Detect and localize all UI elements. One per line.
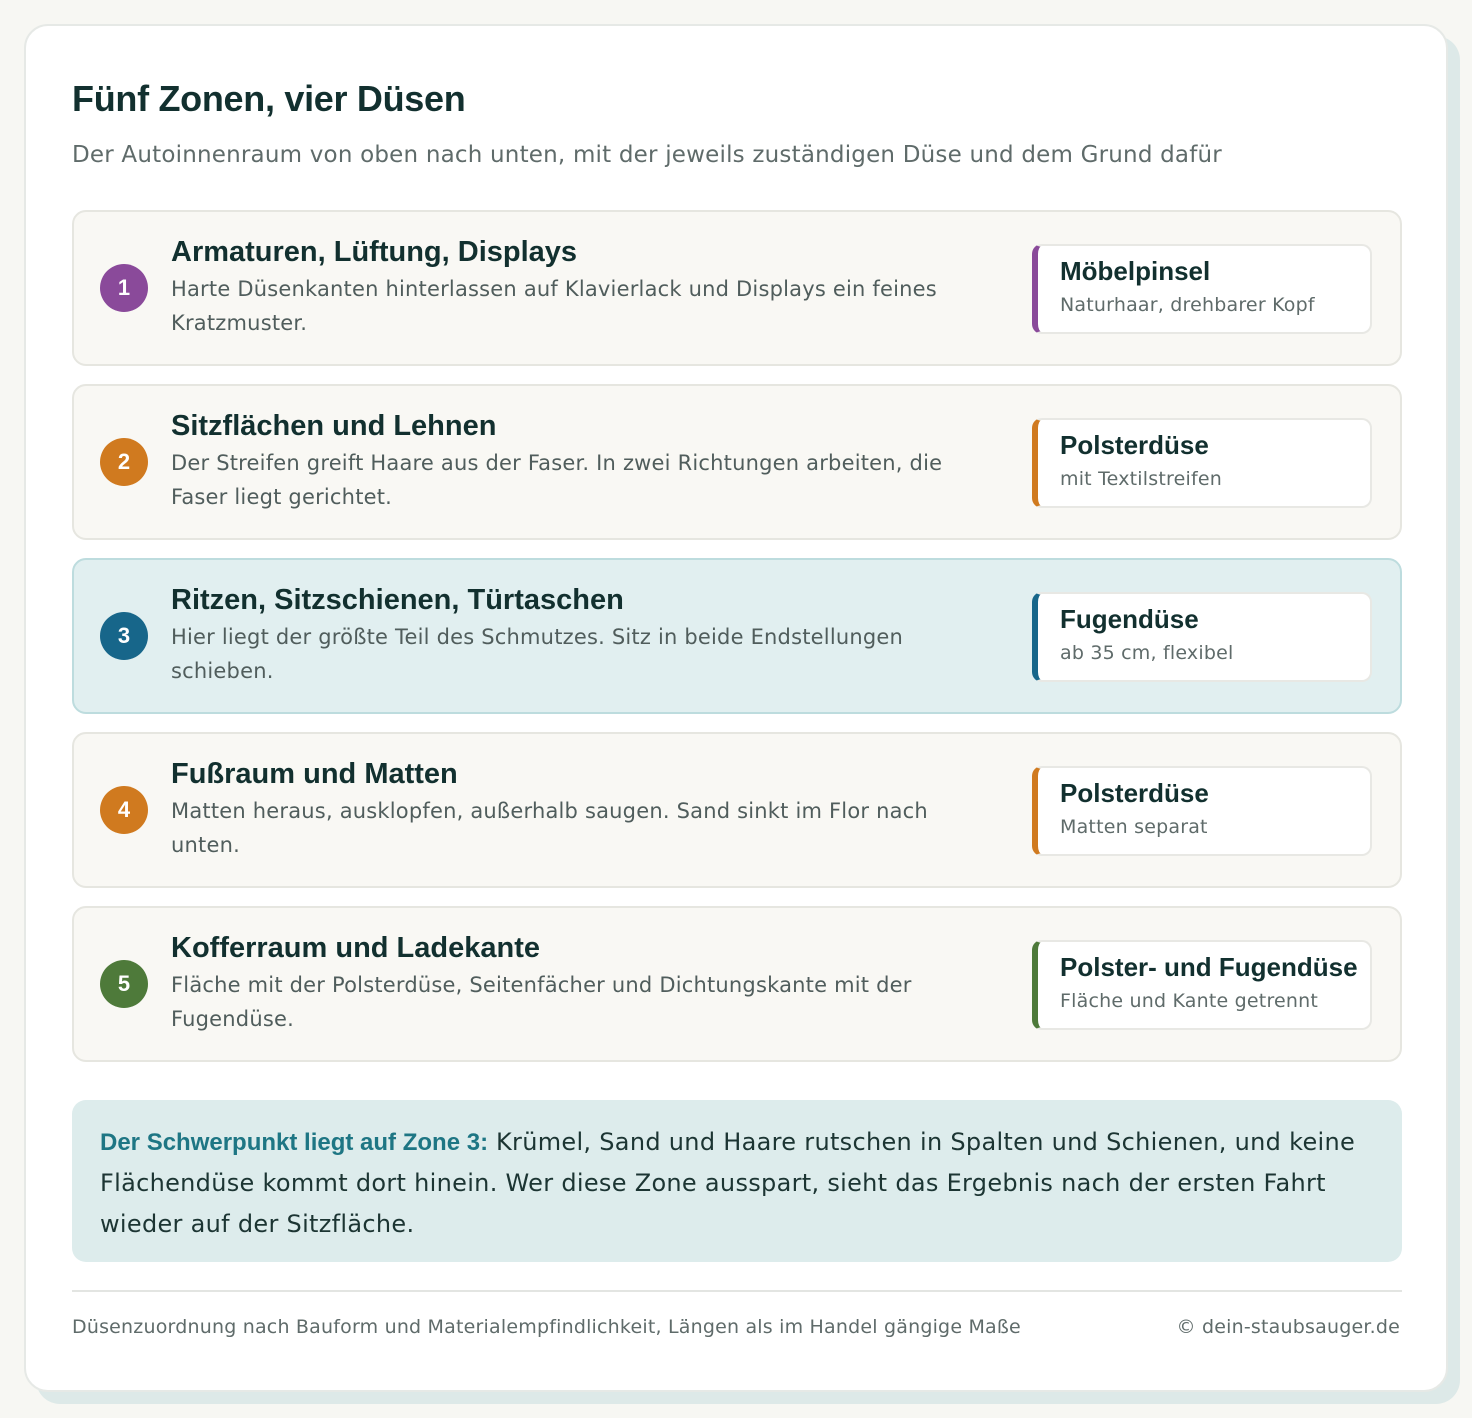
- zone-number-badge: 2: [100, 438, 148, 486]
- zone-text: [171, 408, 991, 514]
- nozzle-card: [1032, 592, 1372, 682]
- zone-title: Armaturen, Lüftung, Displays: [171, 236, 578, 268]
- zone-item-5: [72, 906, 1402, 1062]
- zone-text: [171, 234, 991, 340]
- nozzle-name: Polsterdüse: [1060, 778, 1209, 808]
- zone-number-badge: 4: [100, 786, 148, 834]
- nozzle-name: Fugendüse: [1060, 604, 1199, 634]
- page-subtitle: Der Autoinnenraum von oben nach unten, mit der jeweils zuständigen Düse und dem Grund dafür: [72, 142, 1222, 168]
- infographic-card: [24, 24, 1448, 1392]
- zone-text: [171, 930, 991, 1036]
- zone-item-2: [72, 384, 1402, 540]
- nozzle-name: Möbelpinsel: [1060, 256, 1211, 286]
- zone-number-badge: 1: [100, 264, 148, 312]
- footer-copyright: © dein-staubsauger.de: [1176, 1316, 1400, 1338]
- nozzle-name: Polster- und Fugendüse: [1060, 952, 1358, 982]
- zone-title: Ritzen, Sitzschienen, Türtaschen: [171, 584, 624, 616]
- zone-item-3: [72, 558, 1402, 714]
- nozzle-card: [1032, 766, 1372, 856]
- zone-title: Sitzflächen und Lehnen: [171, 410, 497, 442]
- zone-title: Fußraum und Matten: [171, 758, 458, 790]
- zone-number-badge: 5: [100, 960, 148, 1008]
- zone-item-1: [72, 210, 1402, 366]
- nozzle-card: [1032, 418, 1372, 508]
- focus-note-lead: Der Schwerpunkt liegt auf Zone 3:: [100, 1129, 489, 1156]
- footer-source: Düsenzuordnung nach Bauform und Materialempfindlichkeit, Längen als im Handel gängige Maße: [72, 1316, 1021, 1338]
- zone-text: [171, 582, 991, 688]
- focus-note: [72, 1100, 1402, 1262]
- nozzle-card: [1032, 940, 1372, 1030]
- nozzle-spec: Naturhaar, drehbarer Kopf: [1060, 294, 1315, 316]
- nozzle-spec: Matten separat: [1060, 816, 1208, 838]
- focus-note-text: Krümel, Sand und Haare rutschen in Spalten und Schienen, und keine Flächendüse kommt dort hinein. Wer diese Zone ausspart, sieht das Ergebnis nach der ersten Fahrt wieder auf der Sitzfläche.: [100, 1128, 1356, 1238]
- zone-description: Matten heraus, ausklopfen, außerhalb saugen. Sand sinkt im Flor nach unten.: [171, 799, 928, 857]
- footer-divider: [72, 1290, 1402, 1292]
- zone-title: Kofferraum und Ladekante: [171, 932, 540, 964]
- page-title: Fünf Zonen, vier Düsen: [72, 78, 466, 119]
- zone-text: [171, 756, 991, 862]
- zone-description: Fläche mit der Polsterdüse, Seitenfächer und Dichtungskante mit der Fugendüse.: [171, 973, 912, 1031]
- zone-description: Harte Düsenkanten hinterlassen auf Klavierlack und Displays ein feines Kratzmuster.: [171, 277, 937, 335]
- zone-description: Der Streifen greift Haare aus der Faser. In zwei Richtungen arbeiten, die Faser liegt gerichtet.: [171, 451, 943, 509]
- nozzle-spec: ab 35 cm, flexibel: [1060, 642, 1234, 664]
- nozzle-spec: mit Textilstreifen: [1060, 468, 1222, 490]
- zone-item-4: [72, 732, 1402, 888]
- nozzle-spec: Fläche und Kante getrennt: [1060, 990, 1319, 1012]
- nozzle-name: Polsterdüse: [1060, 430, 1209, 460]
- zone-list: [72, 210, 1402, 1080]
- zone-description: Hier liegt der größte Teil des Schmutzes. Sitz in beide Endstellungen schieben.: [171, 625, 904, 683]
- nozzle-card: [1032, 244, 1372, 334]
- zone-number-badge: 3: [100, 612, 148, 660]
